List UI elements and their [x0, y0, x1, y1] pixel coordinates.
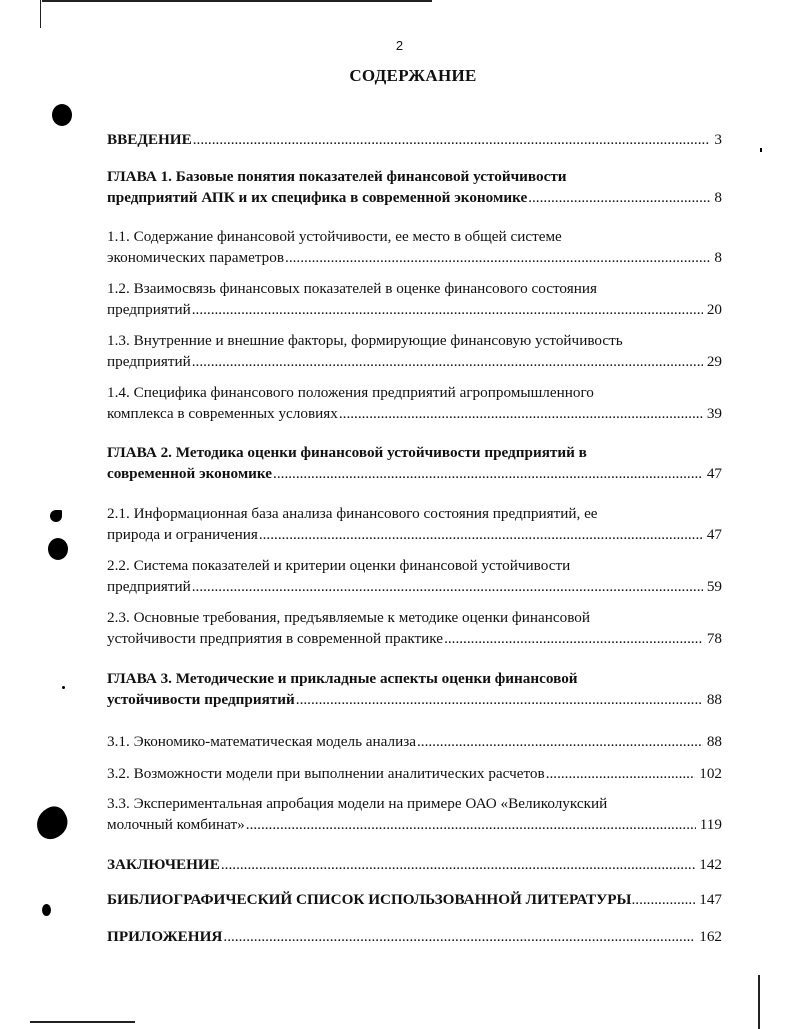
toc-entry-3-3: [107, 794, 722, 835]
toc-entry-introduction: [107, 130, 722, 151]
toc-entry-2-1: [107, 504, 722, 545]
toc-entry-page: 39: [706, 404, 722, 422]
toc-entry-title-line1: 1.1. Содержание финансовой устойчивости, ее место в общей системе: [107, 228, 562, 245]
toc-entry-page: 59: [706, 577, 722, 595]
toc-entry-title-line1: 2.1. Информационная база анализа финансового состояния предприятий, ее: [107, 505, 598, 522]
scan-edge-bottom: [30, 1021, 135, 1023]
dot-leader: [192, 577, 703, 598]
dot-leader: [246, 815, 696, 836]
toc-entry-1-3: [107, 331, 722, 372]
toc-entry-1-4: [107, 383, 722, 424]
toc-entry-title: ВВЕДЕНИЕ: [107, 131, 192, 148]
toc-entry-page: 8: [714, 188, 722, 206]
toc-entry-page: 8: [714, 248, 722, 266]
toc-entry-title-line1: ГЛАВА 2. Методика оценки финансовой устойчивости предприятий в: [107, 444, 587, 461]
toc-entry-title: ЗАКЛЮЧЕНИЕ: [107, 856, 220, 873]
dot-leader: [546, 764, 696, 785]
dot-leader: [223, 927, 695, 948]
ink-speck: [760, 148, 762, 152]
toc-entry-3-1: [107, 732, 722, 753]
toc-entry-title-line1: ГЛАВА 1. Базовые понятия показателей финансовой устойчивости: [107, 168, 567, 185]
toc-entry-1-2: [107, 279, 722, 320]
binder-hole-mark: [52, 104, 72, 126]
ink-speck: [62, 686, 65, 689]
ink-smudge: [50, 510, 62, 522]
toc-entry-chapter-1: [107, 167, 722, 208]
toc-entry-title-line2: устойчивости предприятия в современной практике: [107, 629, 444, 647]
ink-smudge: [31, 802, 74, 844]
toc-entry-page: 147: [699, 891, 722, 908]
scan-edge-left: [40, 0, 41, 28]
toc-entry-title-line2: предприятий: [107, 300, 191, 318]
toc-entry-3-2: [107, 764, 722, 785]
toc-entry-2-3: [107, 608, 722, 649]
toc-entry-page: 88: [706, 733, 722, 750]
dot-leader: [285, 248, 710, 269]
toc-entry-title-line2: природа и ограничения: [107, 525, 258, 543]
dot-leader: [193, 130, 711, 151]
toc-entry-title-line2: экономических параметров: [107, 248, 285, 266]
scan-edge-right: [758, 975, 760, 1029]
scan-edge-top: [42, 0, 432, 2]
dot-leader: [417, 732, 703, 753]
dot-leader: [192, 352, 703, 373]
toc-entry-title-line1: ГЛАВА 3. Методические и прикладные аспекты оценки финансовой: [107, 670, 578, 687]
dot-leader: [296, 690, 703, 711]
toc-entry-page: 47: [706, 464, 722, 482]
toc-entry-page: 47: [706, 525, 722, 543]
dot-leader: [273, 464, 703, 485]
toc-entry-page: 162: [699, 928, 722, 945]
toc-entry-1-1: [107, 227, 722, 268]
dot-leader: [444, 629, 703, 650]
toc-entry-page: 78: [706, 629, 722, 647]
toc-entry-page: 142: [699, 856, 722, 873]
toc-entry-title-line1: 2.3. Основные требования, предъявляемые к методике оценки финансовой: [107, 609, 591, 626]
toc-entry-title-line2: устойчивости предприятий: [107, 690, 295, 708]
dot-leader: [339, 404, 703, 425]
toc-entry-title-line2: современной экономике: [107, 464, 273, 482]
ink-smudge: [42, 904, 51, 916]
toc-entry-bibliography: [107, 890, 722, 911]
toc-entry-title-line1: 1.2. Взаимосвязь финансовых показателей в оценке финансового состояния: [107, 280, 597, 297]
toc-entry-appendices: [107, 927, 722, 948]
toc-entry-title-line2: предприятий: [107, 352, 191, 370]
toc-entry-title: БИБЛИОГРАФИЧЕСКИЙ СПИСОК ИСПОЛЬЗОВАННОЙ ЛИТЕРАТУРЫ: [107, 891, 632, 908]
dot-leader: [221, 855, 695, 876]
toc-entry-title-line2: предприятий: [107, 577, 191, 595]
toc-entry-page: 119: [699, 815, 722, 833]
toc-entry-title: ПРИЛОЖЕНИЯ: [107, 928, 223, 945]
dot-leader: [192, 300, 703, 321]
toc-entry-page: 20: [706, 300, 722, 318]
toc-entry-page: 102: [699, 765, 722, 782]
page-title: СОДЕРЖАНИЕ: [349, 66, 477, 85]
binder-hole-mark: [48, 538, 68, 560]
dot-leader: [528, 188, 710, 209]
toc-entry-title-line1: 1.3. Внутренние и внешние факторы, формирующие финансовую устойчивость: [107, 332, 623, 349]
toc-entry-title-line2: комплекса в современных условиях: [107, 404, 338, 422]
toc-entry-title-line1: 3.3. Экспериментальная апробация модели на примере ОАО «Великолукский: [107, 795, 608, 812]
toc-entry-title-line2: молочный комбинат»: [107, 815, 245, 833]
page-number: 2: [395, 38, 404, 53]
toc-entry-conclusion: [107, 855, 722, 876]
toc-entry-chapter-3: [107, 669, 722, 710]
toc-entry-title-line1: 1.4. Специфика финансового положения предприятий агропромышленного: [107, 384, 594, 401]
toc-entry-title-line1: 2.2. Система показателей и критерии оценки финансовой устойчивости: [107, 557, 571, 574]
toc-entry-title: 3.2. Возможности модели при выполнении аналитических расчетов: [107, 765, 545, 782]
toc-entry-title: 3.1. Экономико-математическая модель анализа: [107, 733, 416, 750]
toc-entry-chapter-2: [107, 443, 722, 484]
toc-entry-page: 29: [706, 352, 722, 370]
toc-entry-page: 3: [714, 131, 722, 148]
dot-leader: [631, 890, 695, 911]
toc-entry-page: 88: [706, 690, 722, 708]
toc-entry-2-2: [107, 556, 722, 597]
toc-entry-title-line2: предприятий АПК и их специфика в современной экономике: [107, 188, 528, 206]
dot-leader: [259, 525, 703, 546]
